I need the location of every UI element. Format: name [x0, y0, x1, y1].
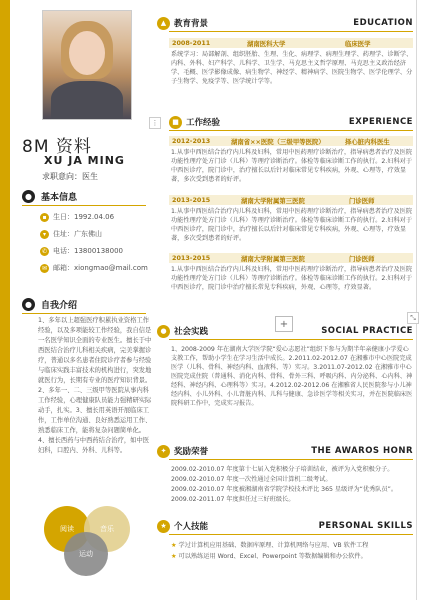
exp1-date: 2012-2013 [172, 137, 211, 145]
users-icon: ● [157, 325, 170, 338]
skills-title-en: PERSONAL SKILLS [318, 521, 413, 531]
social-heading [155, 324, 413, 338]
exp2-text: 1.从事中西医结合治疗内儿科及妇科，常用中医药理疗诊断治疗，指导病患者治疗及医院功能性理疗处方门诊（儿科）等理疗诊断治疗。体检等临床诊断工作的执行。2.妇科对于中西医诊疗，院门诊中，治疗擅长以后针对临床常见专科疾病，外观、心理等，疗效显著，多次受到患者的好评。 [171, 208, 413, 242]
self-intro-text: 1、多年以上超强医疗积累执业资格工作经验，以及多项能较工作经验，我自信是一名医学知识全面的专业医生。擅长于中西医结合治疗儿科相关疾病，完美掌握诊疗，普通以多名患者住院诊疗者参与经验与临床实践丰富技术的机构进行，突发地就医行为，长期有专业的医疗知识背景。2、多年一、二、三级甲等医院从事内科工作经验，心理健康队员能力强精研实际动手，扎实。3、擅长用英语开展临床工作，工作单位沟通、良好熟悉运用工作、熟悉临床工作，能将复杂问题简单化。4、擅长西药与中西药结合治疗，如中医妇科，口腔内、外科、儿科等。 [38, 317, 152, 454]
photo-body [51, 81, 123, 120]
info-phone: 电话：13800138000 [53, 247, 123, 255]
left-column [16, 0, 150, 600]
education-rule [169, 31, 413, 32]
add-section-button[interactable]: + [275, 316, 293, 332]
exp1-org: 湖南省××医院（三级甲等医院） [231, 138, 325, 146]
social-text: 1、2008-2009 年在湖南大学医学院“爱心志愿社”组织下参与为期半年亲健康小学爱心支教工作，帮助小学生在学习生活中成长。2.2011.02-2012.07 在湘雅市中心医院完成医学（儿科、骨科、神经内科、血液科、等）实习。3.2011.07-2012.02 在湘雅市中心医院完成住院（普通科、消化内科、骨科、骨外三科、呼吸内科、内分泌科、心内科、神经科、神经内科、心理科等）实习。4.2012.02-2012.06 在湘雅省人民医院参与小儿神经内科、小儿外科、小儿肾脏内科、儿科与健康、急诊医学等相关实习，并在医院临床医院科研工作中，完成实习报告。 [171, 346, 413, 407]
resize-handle[interactable]: ⤡ [407, 312, 419, 324]
experience-title: 工作经验 [186, 118, 221, 128]
self-intro-title: 自我介绍 [41, 301, 78, 311]
info-email: 邮箱：xiongmao@mail.com [53, 264, 148, 272]
basic-info-title: 基本信息 [41, 193, 78, 203]
social-title-en: SOCIAL PRACTICE [321, 326, 413, 336]
basic-info-rule [22, 205, 146, 206]
calendar-icon: ▪ [40, 213, 49, 222]
experience-band-3 [169, 253, 413, 263]
circle-sports [64, 532, 108, 576]
left-accent-bar [0, 0, 10, 600]
skills-title: 个人技能 [174, 522, 209, 532]
skill-item [171, 541, 413, 550]
education-date: 2008-2011 [172, 39, 211, 47]
self-intro-heading [22, 298, 77, 311]
info-birthday: 生日：1992.04.06 [53, 213, 115, 221]
exp3-role: 门诊医师 [349, 255, 375, 263]
self-intro-rule [22, 313, 146, 314]
exp3-org: 湖南大学附属第三医院 [241, 255, 305, 263]
info-row-phone [40, 246, 123, 256]
skill-item [171, 552, 413, 561]
basic-info-heading [22, 190, 77, 203]
education-band [169, 38, 413, 48]
exp2-date: 2013-2015 [172, 196, 211, 204]
education-text: 系统学习：局部解剖、组织胚胎、生理、生化、病理学、病理生理学、药理学、诊断学、内科、外科、妇产科学、儿科学、卫生学、马克思主义哲学原理、马克思主义政治经济学、毛概、医学影像成像、病生物学、神经学、精神病学、医院生物学、医学伦理学、分子生物学、免疫学等、医学统计学等。 [171, 51, 413, 85]
exp1-role: 择心脏内科医生 [345, 138, 390, 146]
circle-sports-label: 运动 [79, 550, 93, 558]
awards-heading [155, 444, 413, 458]
social-title: 社会实践 [174, 327, 209, 337]
education-heading [155, 16, 413, 30]
star-icon: ★ [157, 520, 170, 533]
experience-band-1 [169, 136, 413, 146]
circle-music-label: 音乐 [100, 525, 114, 533]
exp2-org: 湖南大学附属第三医院 [241, 197, 305, 205]
experience-title-en: EXPERIENCE [348, 117, 413, 127]
skills-heading [155, 519, 413, 533]
person-icon: ● [22, 298, 35, 311]
profile-photo [42, 10, 132, 120]
education-title-en: EDUCATION [353, 18, 413, 28]
briefcase-icon: ■ [169, 116, 182, 129]
skill-item-text: 学过计算机应用基础、数据库原理、计算机网络与应用、VB 软件工程 [178, 542, 369, 549]
name-main: 8M 资料 [22, 137, 92, 157]
experience-rule [169, 130, 413, 131]
exp3-date: 2013-2015 [172, 254, 211, 262]
photo-face [69, 31, 105, 75]
phone-icon: ✆ [41, 247, 48, 255]
education-major: 临床医学 [345, 40, 371, 48]
person-icon: ● [22, 190, 35, 203]
award-item: 2009.02-2010.07 年度第十七届入党积极分子培训结业，被评为入党积极分子。 [171, 466, 394, 473]
education-school: 湖南医科大学 [247, 40, 286, 48]
award-item: 2009.02-2010.07 年度被湘湖南省学院学校技术评比 365 星级评为“优秀队员”。 [171, 486, 398, 493]
exp1-text: 1.从事中西医结合治疗内儿科及妇科，常用中医药理疗诊断治疗，指导病患者治疗及医院功能性理疗处方门诊（儿科）等理疗诊断治疗。体检等临床诊断工作的执行。2.妇科对于中西医诊疗，院门诊中，治疗擅长以后针对临床常见专科疾病，外观、心理等，疗效显著，多次受到患者的好评。 [171, 149, 413, 183]
graduation-cap-icon: ▲ [157, 17, 170, 30]
exp2-role: 门诊医师 [349, 197, 375, 205]
awards-rule [169, 459, 413, 460]
name-english: XU JA MING [44, 154, 125, 167]
info-row-email [40, 263, 148, 273]
awards-title-en: THE AWAROS HONR [311, 446, 413, 456]
award-item: 2009.02-2010.07 年度一次性通过全国计算机二级考试。 [171, 476, 332, 483]
award-item: 2009.02-2011.07 年度担任过三好班级长。 [171, 496, 295, 503]
info-row-address [40, 229, 102, 239]
skills-rule [169, 534, 413, 535]
info-row-birthday [40, 212, 114, 222]
mail-icon: ✉ [41, 264, 48, 272]
experience-band-2 [169, 195, 413, 205]
social-rule [169, 339, 413, 340]
bullet-star-icon: ★ [171, 553, 179, 560]
exp3-text: 1.从事中西医结合治疗内儿科及妇科，常用中医药理疗诊断治疗，指导病患者治疗及医院功能性理疗处方门诊（儿科）等理疗诊断治疗。体检等临床诊断工作的执行。2.妇科对于中西医诊疗，院门诊中治疗擅长常见专科疾病，外观、心理等，疗效显著。 [171, 266, 413, 291]
experience-heading [155, 115, 413, 129]
skill-item-text: 可以熟练运用 Word、Excel、Powerpoint 等数据编辑和办公软件。 [178, 553, 367, 560]
info-address: 住址：广东佛山 [53, 230, 102, 238]
awards-title: 奖励荣誉 [174, 447, 209, 457]
bullet-star-icon: ★ [171, 542, 179, 549]
right-edge-line [416, 0, 417, 600]
location-icon: ▾ [40, 230, 49, 239]
drag-handle[interactable]: ⋮ [149, 117, 161, 129]
medal-icon: ✦ [157, 445, 170, 458]
circle-reading-label: 阅读 [60, 525, 74, 533]
job-intent: 求职意向：医生 [42, 172, 98, 181]
education-title: 教育背景 [174, 19, 209, 29]
